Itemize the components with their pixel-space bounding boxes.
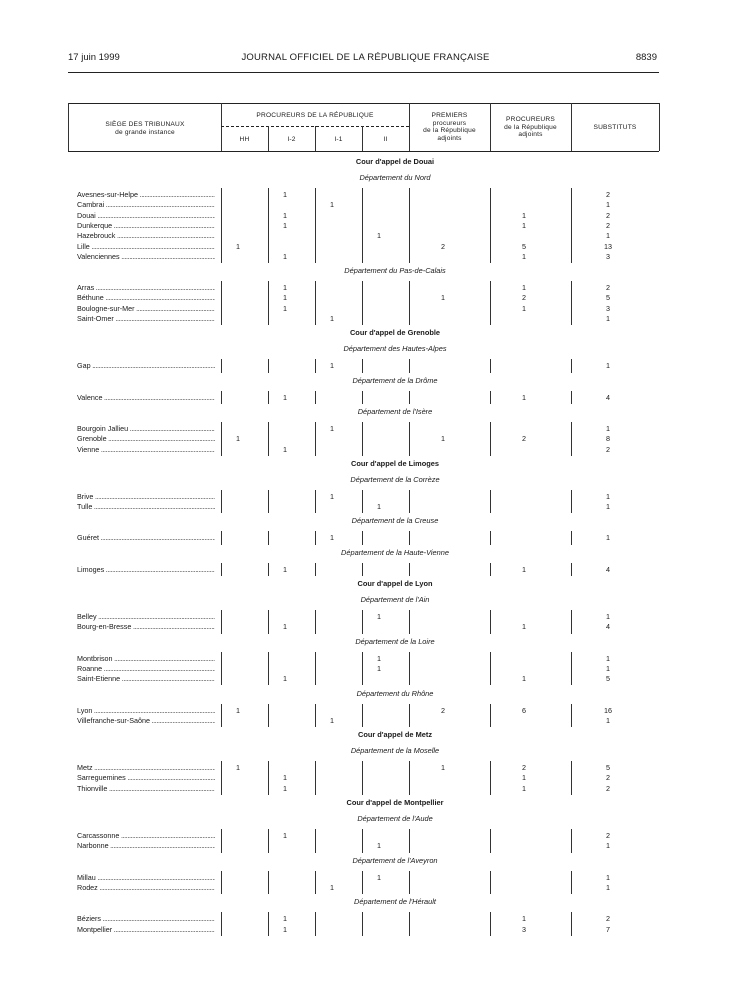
row-city: Tulle .....	[77, 502, 215, 513]
header-ii: II	[383, 136, 388, 143]
department-heading: Département de l'Aveyron	[352, 855, 438, 865]
column-divider	[490, 490, 491, 514]
row-value-adjoints: 1	[522, 303, 526, 313]
column-divider	[268, 281, 269, 325]
row-value-premiers: 1	[441, 434, 445, 444]
department-heading: Département de la Moselle	[350, 746, 440, 756]
row-value-ii: 1	[377, 872, 381, 882]
column-divider	[221, 563, 222, 576]
row-value-i2: 1	[283, 293, 287, 303]
row-city: Montpellier .....	[77, 925, 215, 936]
row-city: Avesnes-sur-Helpe .....	[77, 190, 215, 201]
row-city: Valence .....	[77, 393, 215, 404]
row-city: Cambrai .....	[77, 200, 215, 211]
row-value-ii: 1	[377, 663, 381, 673]
department-heading: Département de l'Isère	[357, 406, 433, 416]
column-divider	[362, 610, 363, 634]
column-divider	[315, 281, 316, 325]
row-value-substituts: 2	[606, 210, 610, 220]
column-divider	[268, 652, 269, 686]
row-value-hh: 1	[236, 241, 240, 251]
row-city: Saint-Etienne .....	[77, 674, 215, 685]
row-value-substituts: 4	[606, 622, 610, 632]
table-header-bottom-rule	[68, 151, 659, 152]
header-substituts: SUBSTITUTS	[593, 124, 637, 131]
row-city: Bourgoin Jallieu .....	[77, 424, 215, 435]
row-value-substituts: 2	[606, 444, 610, 454]
column-divider	[268, 761, 269, 795]
column-divider	[221, 652, 222, 686]
header-siege-line2: de grande instance	[115, 128, 175, 136]
column-divider	[221, 422, 222, 456]
row-city: Sarreguemines .....	[77, 773, 215, 784]
column-divider	[221, 188, 222, 263]
column-divider	[490, 531, 491, 544]
column-divider	[268, 871, 269, 895]
row-value-adjoints: 1	[522, 251, 526, 261]
row-value-adjoints: 2	[522, 763, 526, 773]
row-city: Guéret .....	[77, 533, 215, 544]
column-divider	[268, 188, 269, 263]
header-adjoints-line2: de la République	[504, 123, 557, 131]
row-value-i2: 1	[283, 914, 287, 924]
department-heading: Département de l'Ain	[360, 595, 430, 604]
column-divider	[221, 704, 222, 728]
column-divider	[571, 871, 572, 895]
row-city: Limoges .....	[77, 565, 215, 576]
row-value-i2: 1	[283, 564, 287, 574]
column-divider	[362, 563, 363, 576]
row-city: Boulogne-sur-Mer .....	[77, 304, 215, 315]
department-heading: Département du Pas-de-Calais	[344, 266, 446, 276]
row-value-premiers: 2	[441, 705, 445, 715]
row-city: Gap .....	[77, 361, 215, 372]
court-heading: Cour d'appel de Limoges	[351, 458, 439, 468]
row-value-substituts: 1	[606, 872, 610, 882]
column-divider	[315, 422, 316, 456]
column-divider	[409, 281, 410, 325]
header-page-number: 8839	[635, 52, 657, 63]
row-value-i2: 1	[283, 674, 287, 684]
department-heading: Département de la Corrèze	[350, 474, 440, 484]
column-divider	[490, 422, 491, 456]
row-value-substituts: 1	[606, 715, 610, 725]
column-divider	[409, 490, 410, 514]
column-divider	[490, 871, 491, 895]
column-divider	[315, 761, 316, 795]
column-divider	[490, 563, 491, 576]
court-heading: Cour d'appel de Douai	[355, 157, 435, 166]
column-divider	[409, 652, 410, 686]
row-value-adjoints: 6	[522, 705, 526, 715]
row-value-i2: 1	[283, 251, 287, 261]
column-divider	[315, 188, 316, 263]
column-divider	[315, 531, 316, 544]
header-premiers	[409, 112, 490, 142]
column-divider	[315, 490, 316, 514]
department-heading: Département de la Haute-Vienne	[341, 547, 449, 557]
row-value-i2: 1	[283, 783, 287, 793]
row-value-ii: 1	[377, 231, 381, 241]
row-city: Béthune .....	[77, 293, 215, 304]
row-value-adjoints: 1	[522, 773, 526, 783]
row-value-adjoints: 5	[522, 241, 526, 251]
row-city: Lille .....	[77, 242, 215, 253]
row-value-substituts: 1	[606, 533, 610, 543]
column-divider	[571, 531, 572, 544]
column-divider	[571, 281, 572, 325]
column-divider	[362, 422, 363, 456]
column-divider	[221, 912, 222, 936]
column-divider	[571, 359, 572, 372]
column-divider	[571, 761, 572, 795]
row-value-adjoints: 1	[522, 210, 526, 220]
column-divider	[268, 829, 269, 853]
header-i1: I-1	[334, 136, 343, 143]
row-value-substituts: 8	[606, 434, 610, 444]
column-divider	[571, 422, 572, 456]
column-divider	[221, 761, 222, 795]
row-city: Belley .....	[77, 612, 215, 623]
row-city: Lyon .....	[77, 706, 215, 717]
row-city: Brive .....	[77, 492, 215, 503]
row-city: Arras .....	[77, 283, 215, 294]
row-value-substituts: 2	[606, 831, 610, 840]
header-siege	[69, 121, 221, 136]
column-divider	[221, 610, 222, 634]
column-divider	[409, 391, 410, 404]
column-divider	[268, 912, 269, 936]
header-rule	[68, 72, 659, 73]
row-value-substituts: 1	[606, 231, 610, 241]
row-value-substituts: 7	[606, 924, 610, 934]
header-divider	[221, 103, 222, 151]
column-divider	[571, 704, 572, 728]
row-value-ii: 1	[377, 841, 381, 851]
row-city: Saint-Omer .....	[77, 314, 215, 325]
row-value-substituts: 5	[606, 293, 610, 303]
row-value-i2: 1	[283, 303, 287, 313]
column-divider	[221, 871, 222, 895]
column-divider	[221, 531, 222, 544]
row-value-adjoints: 1	[522, 674, 526, 684]
department-heading: Département de la Drôme	[352, 375, 438, 385]
column-divider	[571, 829, 572, 853]
row-city: Roanne .....	[77, 664, 215, 675]
header-siege-line1: SIÈGE DES TRIBUNAUX	[105, 121, 185, 128]
row-value-i2: 1	[283, 831, 287, 840]
column-divider	[268, 704, 269, 728]
court-heading: Cour d'appel de Grenoble	[349, 328, 441, 338]
row-value-adjoints: 2	[522, 293, 526, 303]
row-value-substituts: 1	[606, 502, 610, 512]
row-value-substituts: 2	[606, 773, 610, 783]
column-divider	[315, 359, 316, 372]
column-divider	[490, 610, 491, 634]
column-divider	[409, 871, 410, 895]
row-value-adjoints: 3	[522, 924, 526, 934]
row-city: Montbrison .....	[77, 654, 215, 665]
column-divider	[362, 652, 363, 686]
row-value-substituts: 16	[604, 705, 612, 715]
header-procureurs: PROCUREURS DE LA RÉPUBLIQUE	[256, 112, 374, 119]
row-city: Villefranche-sur-Saône .....	[77, 716, 215, 727]
row-value-i2: 1	[283, 220, 287, 230]
column-divider	[409, 912, 410, 936]
row-value-adjoints: 2	[522, 434, 526, 444]
row-value-substituts: 1	[606, 653, 610, 663]
row-city: Valenciennes .....	[77, 252, 215, 263]
row-value-substituts: 1	[606, 361, 610, 371]
row-value-i1: 1	[330, 715, 334, 725]
column-divider	[362, 281, 363, 325]
department-heading: Département de l'Aude	[357, 814, 433, 823]
column-divider	[315, 563, 316, 576]
column-divider	[490, 912, 491, 936]
row-value-substituts: 1	[606, 200, 610, 210]
table-right-border	[659, 103, 660, 151]
row-value-adjoints: 1	[522, 220, 526, 230]
row-value-i2: 1	[283, 190, 287, 199]
header-i2: I-2	[287, 136, 296, 143]
column-divider	[409, 704, 410, 728]
court-heading: Cour d'appel de Lyon	[357, 579, 433, 588]
header-title: JOURNAL OFFICIEL DE LA RÉPUBLIQUE FRANÇAISE	[241, 52, 490, 63]
department-heading: Département des Hautes-Alpes	[343, 344, 447, 354]
header-premiers-line1: PREMIERS	[431, 112, 468, 119]
column-divider	[268, 391, 269, 404]
row-city: Vienne .....	[77, 445, 215, 456]
column-divider	[268, 610, 269, 634]
row-value-substituts: 1	[606, 841, 610, 851]
column-divider	[268, 563, 269, 576]
row-value-substituts: 2	[606, 283, 610, 293]
row-value-premiers: 1	[441, 763, 445, 773]
column-divider	[315, 391, 316, 404]
row-value-i1: 1	[330, 314, 334, 323]
row-value-adjoints: 1	[522, 283, 526, 293]
row-value-substituts: 2	[606, 914, 610, 924]
row-value-substituts: 1	[606, 491, 610, 501]
row-value-i1: 1	[330, 423, 334, 433]
column-divider	[362, 871, 363, 895]
column-divider	[571, 391, 572, 404]
row-value-substituts: 5	[606, 674, 610, 684]
row-value-substituts: 4	[606, 392, 610, 402]
column-divider	[409, 761, 410, 795]
column-divider	[409, 422, 410, 456]
row-city: Béziers .....	[77, 914, 215, 925]
row-value-i1: 1	[330, 533, 334, 543]
column-divider	[362, 761, 363, 795]
row-city: Narbonne .....	[77, 841, 215, 852]
column-divider	[362, 490, 363, 514]
header-premiers-line2: procureurs	[432, 119, 467, 127]
column-divider	[571, 610, 572, 634]
column-divider	[362, 188, 363, 263]
department-heading: Département de la Creuse	[351, 516, 439, 526]
column-divider	[315, 704, 316, 728]
row-value-i2: 1	[283, 283, 287, 293]
row-value-adjoints: 1	[522, 914, 526, 924]
row-city: Dunkerque .....	[77, 221, 215, 232]
row-value-i1: 1	[330, 491, 334, 501]
row-value-i2: 1	[283, 392, 287, 402]
column-divider	[315, 829, 316, 853]
row-value-adjoints: 1	[522, 622, 526, 632]
header-date: 17 juin 1999	[68, 52, 120, 63]
row-city: Rodez .....	[77, 883, 215, 894]
court-heading: Cour d'appel de Montpellier	[346, 798, 444, 807]
column-divider	[571, 912, 572, 936]
row-value-substituts: 1	[606, 612, 610, 621]
department-heading: Département de l'Hérault	[354, 897, 436, 907]
row-value-i2: 1	[283, 444, 287, 454]
column-divider	[490, 281, 491, 325]
column-divider	[571, 652, 572, 686]
column-divider	[490, 704, 491, 728]
row-city: Bourg-en-Bresse .....	[77, 622, 215, 633]
header-hh: HH	[239, 136, 250, 143]
column-divider	[409, 829, 410, 853]
row-value-substituts: 3	[606, 251, 610, 261]
column-divider	[409, 610, 410, 634]
column-divider	[221, 359, 222, 372]
column-divider	[315, 652, 316, 686]
column-divider	[409, 563, 410, 576]
row-city: Millau .....	[77, 873, 215, 884]
row-city: Carcassonne .....	[77, 831, 215, 842]
column-divider	[362, 704, 363, 728]
column-divider	[571, 563, 572, 576]
column-divider	[221, 490, 222, 514]
row-value-i2: 1	[283, 622, 287, 632]
row-value-i2: 1	[283, 210, 287, 220]
column-divider	[221, 281, 222, 325]
column-divider	[409, 188, 410, 263]
row-value-i1: 1	[330, 361, 334, 371]
header-premiers-line4: adjoints	[437, 134, 462, 142]
row-value-substituts: 1	[606, 882, 610, 892]
row-value-premiers: 1	[441, 293, 445, 303]
department-heading: Département du Nord	[359, 173, 431, 182]
column-divider	[362, 829, 363, 853]
row-value-i1: 1	[330, 882, 334, 892]
row-value-substituts: 4	[606, 564, 610, 574]
row-value-ii: 1	[377, 653, 381, 663]
column-divider	[409, 531, 410, 544]
row-value-hh: 1	[236, 705, 240, 715]
row-value-adjoints: 1	[522, 392, 526, 402]
column-divider	[571, 188, 572, 263]
row-city: Douai .....	[77, 211, 215, 222]
row-city: Hazebrouck .....	[77, 231, 215, 242]
column-divider	[268, 359, 269, 372]
column-divider	[490, 188, 491, 263]
column-divider	[490, 391, 491, 404]
column-divider	[490, 761, 491, 795]
row-value-adjoints: 1	[522, 564, 526, 574]
row-value-i2: 1	[283, 924, 287, 934]
column-divider	[362, 912, 363, 936]
department-heading: Département de la Loire	[355, 636, 435, 646]
court-heading: Cour d'appel de Metz	[357, 730, 433, 740]
column-divider	[315, 912, 316, 936]
header-premiers-line3: de la République	[423, 127, 476, 134]
column-divider	[362, 531, 363, 544]
row-value-substituts: 1	[606, 663, 610, 673]
row-value-substituts: 3	[606, 303, 610, 313]
row-city: Metz .....	[77, 763, 215, 774]
column-divider	[221, 829, 222, 853]
row-value-hh: 1	[236, 763, 240, 773]
column-divider	[490, 359, 491, 372]
row-city: Thionville .....	[77, 784, 215, 795]
row-value-adjoints: 1	[522, 783, 526, 793]
row-value-premiers: 2	[441, 241, 445, 251]
row-city: Grenoble .....	[77, 434, 215, 445]
department-heading: Département du Rhône	[356, 688, 434, 698]
column-divider	[490, 829, 491, 853]
column-divider	[268, 531, 269, 544]
row-value-substituts: 1	[606, 423, 610, 433]
row-value-i2: 1	[283, 773, 287, 783]
column-divider	[571, 490, 572, 514]
row-value-substituts: 2	[606, 190, 610, 199]
column-divider	[362, 391, 363, 404]
column-divider	[315, 610, 316, 634]
row-value-substituts: 13	[604, 241, 612, 251]
column-divider	[315, 871, 316, 895]
row-value-i1: 1	[330, 200, 334, 210]
header-adjoints-line3: adjoints	[518, 131, 543, 138]
column-divider	[490, 652, 491, 686]
column-divider	[268, 490, 269, 514]
column-divider	[268, 422, 269, 456]
row-value-substituts: 2	[606, 783, 610, 793]
row-value-ii: 1	[377, 612, 381, 621]
header-adjoints-line1: PROCUREURS	[506, 116, 555, 123]
row-value-substituts: 1	[606, 314, 610, 323]
row-value-substituts: 2	[606, 220, 610, 230]
header-adjoints	[490, 116, 571, 139]
column-divider	[362, 359, 363, 372]
column-divider	[409, 359, 410, 372]
row-value-substituts: 5	[606, 763, 610, 773]
row-value-hh: 1	[236, 434, 240, 444]
column-divider	[221, 391, 222, 404]
row-value-ii: 1	[377, 502, 381, 512]
